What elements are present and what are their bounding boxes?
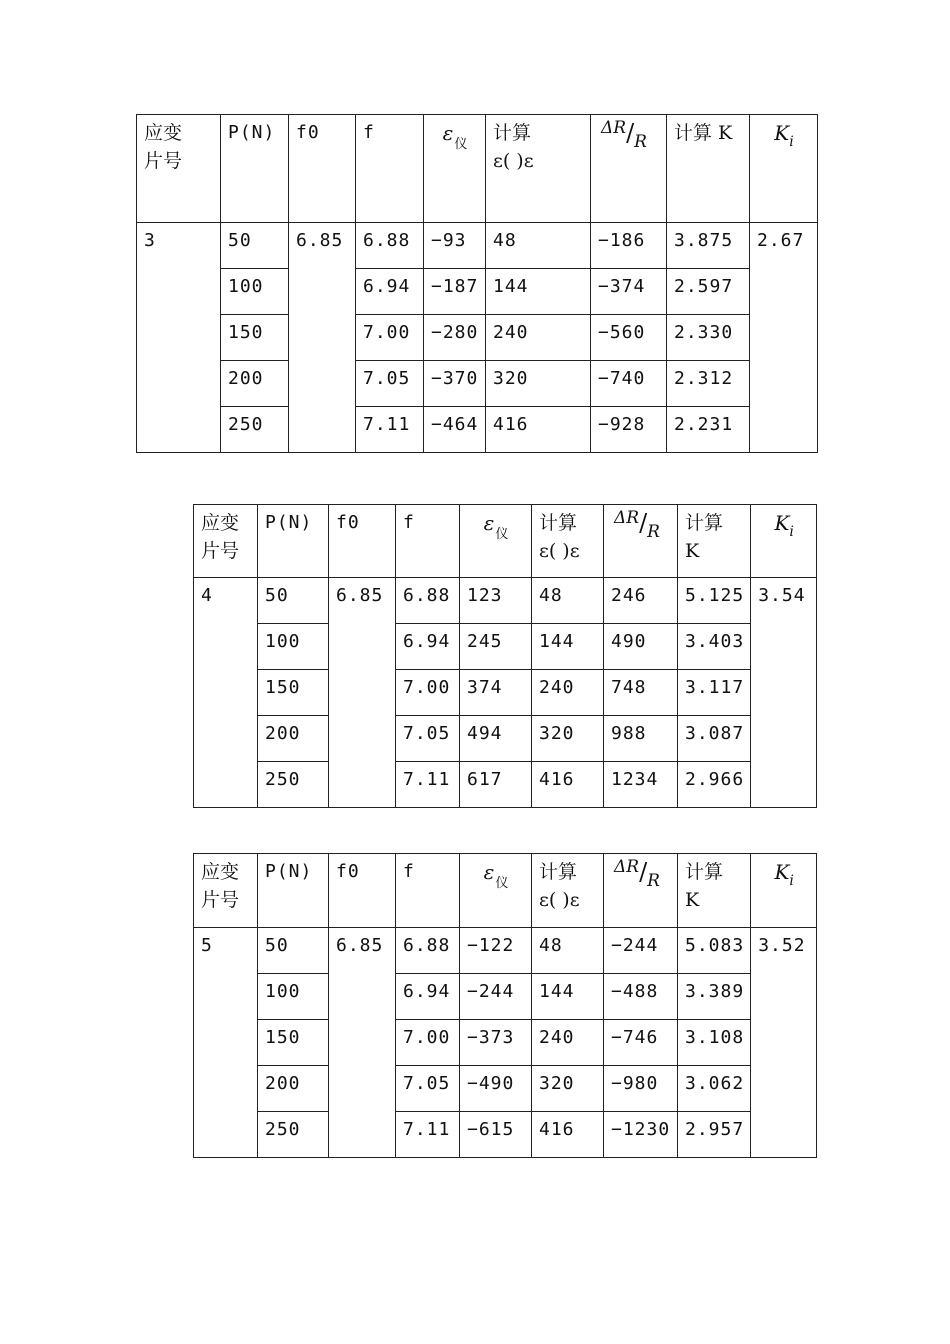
calc-strain-cell: 416 xyxy=(532,1112,604,1158)
header-delta-r xyxy=(604,854,678,928)
calc-strain-cell: 48 xyxy=(532,578,604,624)
calc-k-cell: 2.312 xyxy=(667,361,750,407)
epsilon-symbol: ε xyxy=(483,860,495,884)
f-cell: 7.00 xyxy=(356,315,424,361)
calc-strain-cell: 320 xyxy=(532,1066,604,1112)
calc-strain-cell: 320 xyxy=(532,716,604,762)
f-cell: 6.94 xyxy=(356,269,424,315)
f0-cell: 6.85 xyxy=(289,223,356,453)
header-f: f xyxy=(396,854,460,928)
strain-reading-cell: −490 xyxy=(460,1066,532,1112)
calc-strain-cell: 320 xyxy=(486,361,591,407)
header-gauge-no: 应变 片号 xyxy=(137,115,221,223)
table-row xyxy=(194,1066,817,1112)
strain-reading-cell: 494 xyxy=(460,716,532,762)
epsilon-subscript: 仪 xyxy=(495,876,509,891)
header-calc-k: 计算 K xyxy=(678,854,751,928)
load-cell: 50 xyxy=(221,223,289,269)
load-cell: 100 xyxy=(258,974,329,1020)
delta-r-fraction xyxy=(601,118,647,152)
table-row xyxy=(194,928,817,974)
delta-r-numerator: ΔR xyxy=(614,857,640,877)
header-load: P(N) xyxy=(221,115,289,223)
strain-reading-cell: −122 xyxy=(460,928,532,974)
f-cell: 7.00 xyxy=(396,670,460,716)
header-calc-strain: 计算 ε( )ε xyxy=(532,505,604,578)
calc-strain-cell: 144 xyxy=(532,974,604,1020)
strain-reading-cell: −373 xyxy=(460,1020,532,1066)
delta-r-denominator: R xyxy=(634,132,647,152)
strain-reading-cell: −187 xyxy=(424,269,486,315)
header-strain-reading xyxy=(460,854,532,928)
delta-r-cell: −980 xyxy=(604,1066,678,1112)
ki-symbol: K xyxy=(774,511,790,535)
gauge-number: 5 xyxy=(194,928,258,1158)
header-f: f xyxy=(356,115,424,223)
header-strain-reading xyxy=(460,505,532,578)
header-calc-k: 计算 K xyxy=(678,505,751,578)
delta-r-denominator: R xyxy=(647,871,660,891)
calc-k-cell: 2.597 xyxy=(667,269,750,315)
table-row xyxy=(137,407,818,453)
load-cell: 100 xyxy=(221,269,289,315)
calc-k-cell: 2.231 xyxy=(667,407,750,453)
strain-gauge-table xyxy=(136,114,818,453)
ki-symbol: K xyxy=(774,121,790,145)
calc-strain-cell: 144 xyxy=(532,624,604,670)
ki-symbol: K xyxy=(774,860,790,884)
strain-reading-cell: −280 xyxy=(424,315,486,361)
f0-cell: 6.85 xyxy=(329,578,396,808)
delta-r-cell: 246 xyxy=(604,578,678,624)
header-row xyxy=(194,505,817,578)
header-ki xyxy=(751,505,817,578)
strain-reading-cell: 123 xyxy=(460,578,532,624)
load-cell: 250 xyxy=(221,407,289,453)
strain-reading-cell: −93 xyxy=(424,223,486,269)
gauge-number: 4 xyxy=(194,578,258,808)
header-calc-k: 计算 K xyxy=(667,115,750,223)
calc-strain-cell: 240 xyxy=(532,1020,604,1066)
table-row xyxy=(137,315,818,361)
f-cell: 6.94 xyxy=(396,624,460,670)
header-load: P(N) xyxy=(258,854,329,928)
table-row xyxy=(194,578,817,624)
delta-r-cell: −560 xyxy=(591,315,667,361)
header-f0: f0 xyxy=(329,854,396,928)
calc-strain-cell: 240 xyxy=(486,315,591,361)
strain-reading-cell: −244 xyxy=(460,974,532,1020)
delta-r-fraction xyxy=(614,857,660,891)
load-cell: 150 xyxy=(258,670,329,716)
strain-reading-cell: 374 xyxy=(460,670,532,716)
delta-r-cell: 1234 xyxy=(604,762,678,808)
calc-strain-cell: 416 xyxy=(486,407,591,453)
f-cell: 7.00 xyxy=(396,1020,460,1066)
calc-strain-cell: 48 xyxy=(532,928,604,974)
header-f0: f0 xyxy=(329,505,396,578)
f-cell: 6.94 xyxy=(396,974,460,1020)
table-row xyxy=(194,670,817,716)
calc-k-cell: 3.087 xyxy=(678,716,751,762)
header-delta-r xyxy=(591,115,667,223)
fraction-slash: / xyxy=(639,858,648,886)
strain-reading-cell: −615 xyxy=(460,1112,532,1158)
calc-k-cell: 3.062 xyxy=(678,1066,751,1112)
epsilon-symbol: ε xyxy=(483,511,495,535)
delta-r-cell: 988 xyxy=(604,716,678,762)
strain-gauge-table xyxy=(193,853,817,1158)
calc-strain-cell: 416 xyxy=(532,762,604,808)
calc-k-cell: 3.108 xyxy=(678,1020,751,1066)
load-cell: 50 xyxy=(258,578,329,624)
table-row xyxy=(194,762,817,808)
strain-gauge-table xyxy=(193,504,817,808)
delta-r-cell: −928 xyxy=(591,407,667,453)
header-load: P(N) xyxy=(258,505,329,578)
delta-r-numerator: ΔR xyxy=(614,508,640,528)
f-cell: 7.11 xyxy=(396,762,460,808)
epsilon-subscript: 仪 xyxy=(495,527,509,542)
table-row xyxy=(194,624,817,670)
header-calc-strain: 计算 ε( )ε xyxy=(486,115,591,223)
load-cell: 200 xyxy=(258,716,329,762)
calc-k-cell: 3.875 xyxy=(667,223,750,269)
delta-r-cell: −1230 xyxy=(604,1112,678,1158)
load-cell: 200 xyxy=(258,1066,329,1112)
delta-r-cell: −488 xyxy=(604,974,678,1020)
delta-r-cell: −740 xyxy=(591,361,667,407)
load-cell: 250 xyxy=(258,762,329,808)
f-cell: 6.88 xyxy=(356,223,424,269)
calc-strain-cell: 240 xyxy=(532,670,604,716)
strain-reading-cell: −464 xyxy=(424,407,486,453)
delta-r-cell: −746 xyxy=(604,1020,678,1066)
header-strain-reading xyxy=(424,115,486,223)
load-cell: 200 xyxy=(221,361,289,407)
table-row xyxy=(194,974,817,1020)
calc-strain-cell: 144 xyxy=(486,269,591,315)
header-f: f xyxy=(396,505,460,578)
table-row xyxy=(194,716,817,762)
header-row xyxy=(194,854,817,928)
strain-reading-cell: −370 xyxy=(424,361,486,407)
delta-r-cell: 490 xyxy=(604,624,678,670)
load-cell: 50 xyxy=(258,928,329,974)
epsilon-symbol: ε xyxy=(442,121,454,145)
load-cell: 150 xyxy=(221,315,289,361)
f-cell: 6.88 xyxy=(396,578,460,624)
table-row xyxy=(137,361,818,407)
load-cell: 250 xyxy=(258,1112,329,1158)
delta-r-cell: −244 xyxy=(604,928,678,974)
f-cell: 7.05 xyxy=(356,361,424,407)
delta-r-numerator: ΔR xyxy=(601,118,627,138)
strain-reading-cell: 617 xyxy=(460,762,532,808)
calc-k-cell: 2.330 xyxy=(667,315,750,361)
header-gauge-no: 应变 片号 xyxy=(194,505,258,578)
table-row xyxy=(137,223,818,269)
table-row xyxy=(194,1112,817,1158)
calc-k-cell: 2.966 xyxy=(678,762,751,808)
f-cell: 7.05 xyxy=(396,1066,460,1112)
delta-r-denominator: R xyxy=(647,522,660,542)
calc-k-cell: 3.117 xyxy=(678,670,751,716)
ki-subscript: i xyxy=(789,873,794,889)
header-delta-r xyxy=(604,505,678,578)
table-row xyxy=(137,269,818,315)
delta-r-cell: 748 xyxy=(604,670,678,716)
table-row xyxy=(194,1020,817,1066)
calc-k-cell: 5.125 xyxy=(678,578,751,624)
delta-r-cell: −374 xyxy=(591,269,667,315)
epsilon-subscript: 仪 xyxy=(454,137,468,152)
ki-subscript: i xyxy=(789,524,794,540)
f0-cell: 6.85 xyxy=(329,928,396,1158)
f-cell: 7.11 xyxy=(356,407,424,453)
header-row xyxy=(137,115,818,223)
header-calc-strain: 计算 ε( )ε xyxy=(532,854,604,928)
delta-r-cell: −186 xyxy=(591,223,667,269)
strain-reading-cell: 245 xyxy=(460,624,532,670)
load-cell: 100 xyxy=(258,624,329,670)
header-ki xyxy=(751,854,817,928)
f-cell: 7.05 xyxy=(396,716,460,762)
calc-k-cell: 3.389 xyxy=(678,974,751,1020)
fraction-slash: / xyxy=(626,119,635,147)
delta-r-fraction xyxy=(614,508,660,542)
f-cell: 6.88 xyxy=(396,928,460,974)
header-gauge-no: 应变 片号 xyxy=(194,854,258,928)
calc-k-cell: 2.957 xyxy=(678,1112,751,1158)
ki-cell: 2.67 xyxy=(750,223,818,453)
ki-cell: 3.52 xyxy=(751,928,817,1158)
calc-k-cell: 5.083 xyxy=(678,928,751,974)
header-ki xyxy=(750,115,818,223)
f-cell: 7.11 xyxy=(396,1112,460,1158)
ki-cell: 3.54 xyxy=(751,578,817,808)
gauge-number: 3 xyxy=(137,223,221,453)
fraction-slash: / xyxy=(639,509,648,537)
header-f0: f0 xyxy=(289,115,356,223)
ki-subscript: i xyxy=(789,134,794,150)
calc-strain-cell: 48 xyxy=(486,223,591,269)
load-cell: 150 xyxy=(258,1020,329,1066)
calc-k-cell: 3.403 xyxy=(678,624,751,670)
